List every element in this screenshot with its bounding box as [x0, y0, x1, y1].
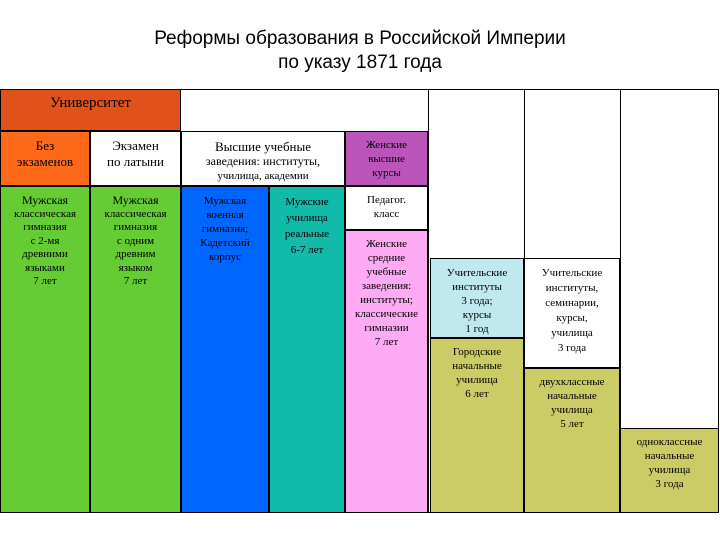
women-secondary-schools: [345, 230, 428, 513]
women-courses-line: Женские: [365, 139, 408, 151]
classical-gymnasium-two-languages: [0, 186, 90, 513]
latin-exam-line: по латыни: [107, 154, 164, 169]
military-gymnasium: [181, 186, 269, 513]
cell-line: гимназия;: [201, 223, 249, 235]
no-exams-line: экзаменов: [16, 154, 74, 169]
cell-line: 3 года;: [461, 295, 493, 307]
one-class-primary-schools: [620, 428, 719, 513]
cell-line: военная: [206, 209, 244, 221]
higher-education-line: Высшие учебные: [214, 139, 312, 154]
teacher-seminaries: [524, 258, 620, 368]
cell-line: одноклассные: [636, 436, 703, 448]
cell-line: Мужская: [112, 193, 159, 207]
cell-line: реальные: [284, 228, 330, 240]
cell-line: начальные: [547, 390, 597, 402]
cell-line: гимназия: [113, 221, 158, 233]
latin-exam-box: [90, 131, 181, 186]
cell-line: начальные: [452, 360, 502, 372]
cell-line: 7 лет: [33, 275, 57, 287]
cell-line: языками: [25, 261, 65, 274]
city-primary-schools: [430, 338, 524, 513]
higher-education-line: училища, академии: [217, 170, 309, 182]
cell-line: Мужская: [203, 195, 247, 207]
cell-line: Педагог.: [367, 194, 406, 206]
latin-exam-line: Экзамен: [112, 138, 159, 153]
cell-line: классическая: [13, 207, 77, 220]
higher-education-line: заведения: институты,: [205, 154, 321, 168]
cell-line: Мужские: [285, 196, 329, 208]
cell-line: Учительские: [446, 267, 508, 279]
page-title-line1: Реформы образования в Российской Империи: [154, 28, 566, 49]
cell-line: Кадетский: [200, 237, 250, 249]
page-title-line2: по указу 1871 года: [278, 52, 442, 73]
cell-line: языком: [118, 261, 153, 274]
real-schools: [269, 186, 345, 513]
cell-line: Мужская: [21, 193, 69, 207]
cell-line: двухклассные: [539, 376, 605, 388]
cell-line: средние: [367, 252, 406, 264]
cell-line: Женские: [365, 238, 408, 250]
higher-education-box: [181, 131, 345, 186]
cell-line: Городские: [452, 346, 502, 358]
women-courses-line: курсы: [372, 167, 401, 179]
women-courses-line: высшие: [368, 153, 405, 165]
cell-line: древним: [115, 248, 156, 260]
cell-line: институты;: [360, 294, 413, 306]
cell-line: училища: [551, 404, 593, 416]
cell-line: 3 года: [655, 478, 684, 490]
column-divider: [428, 89, 429, 513]
cell-line: училища: [648, 464, 691, 476]
two-class-primary-schools: [524, 368, 620, 513]
cell-line: 7 лет: [374, 336, 399, 348]
cell-line: училища: [551, 327, 593, 339]
pedagogical-class: [345, 186, 428, 230]
cell-line: курсы: [462, 309, 492, 321]
cell-line: училища: [286, 212, 328, 224]
cell-line: училища: [456, 374, 498, 386]
cell-line: 5 лет: [560, 418, 584, 430]
cell-line: институты,: [545, 282, 599, 294]
cell-line: учебные: [366, 266, 407, 278]
cell-line: 1 год: [465, 323, 489, 335]
women-courses-box: [345, 131, 428, 186]
cell-line: классическая: [104, 207, 167, 220]
cell-line: класс: [373, 208, 400, 220]
university-label: Университет: [50, 95, 131, 111]
no-exams-box: [0, 131, 90, 186]
university-box: [0, 89, 181, 131]
cell-line: курсы,: [556, 312, 588, 324]
cell-line: семинарии,: [545, 297, 599, 309]
teacher-institutes: [430, 258, 524, 338]
cell-line: корпус: [208, 251, 242, 263]
cell-line: с одним: [116, 234, 155, 247]
cell-line: 6 лет: [465, 388, 489, 400]
cell-line: институты: [452, 281, 502, 293]
cell-line: древними: [22, 248, 68, 260]
no-exams-line: Без: [35, 138, 55, 153]
cell-line: 3 года: [557, 342, 587, 354]
cell-line: классические: [354, 308, 419, 320]
cell-line: 7 лет: [123, 275, 148, 287]
cell-line: 6-7 лет: [290, 244, 324, 256]
classical-gymnasium-one-language: [90, 186, 181, 513]
cell-line: заведения:: [361, 280, 412, 292]
cell-line: с 2-мя: [30, 234, 60, 247]
cell-line: гимназии: [364, 322, 409, 334]
cell-line: Учительские: [541, 267, 603, 279]
cell-line: начальные: [644, 450, 695, 462]
cell-line: гимназия: [23, 221, 67, 233]
